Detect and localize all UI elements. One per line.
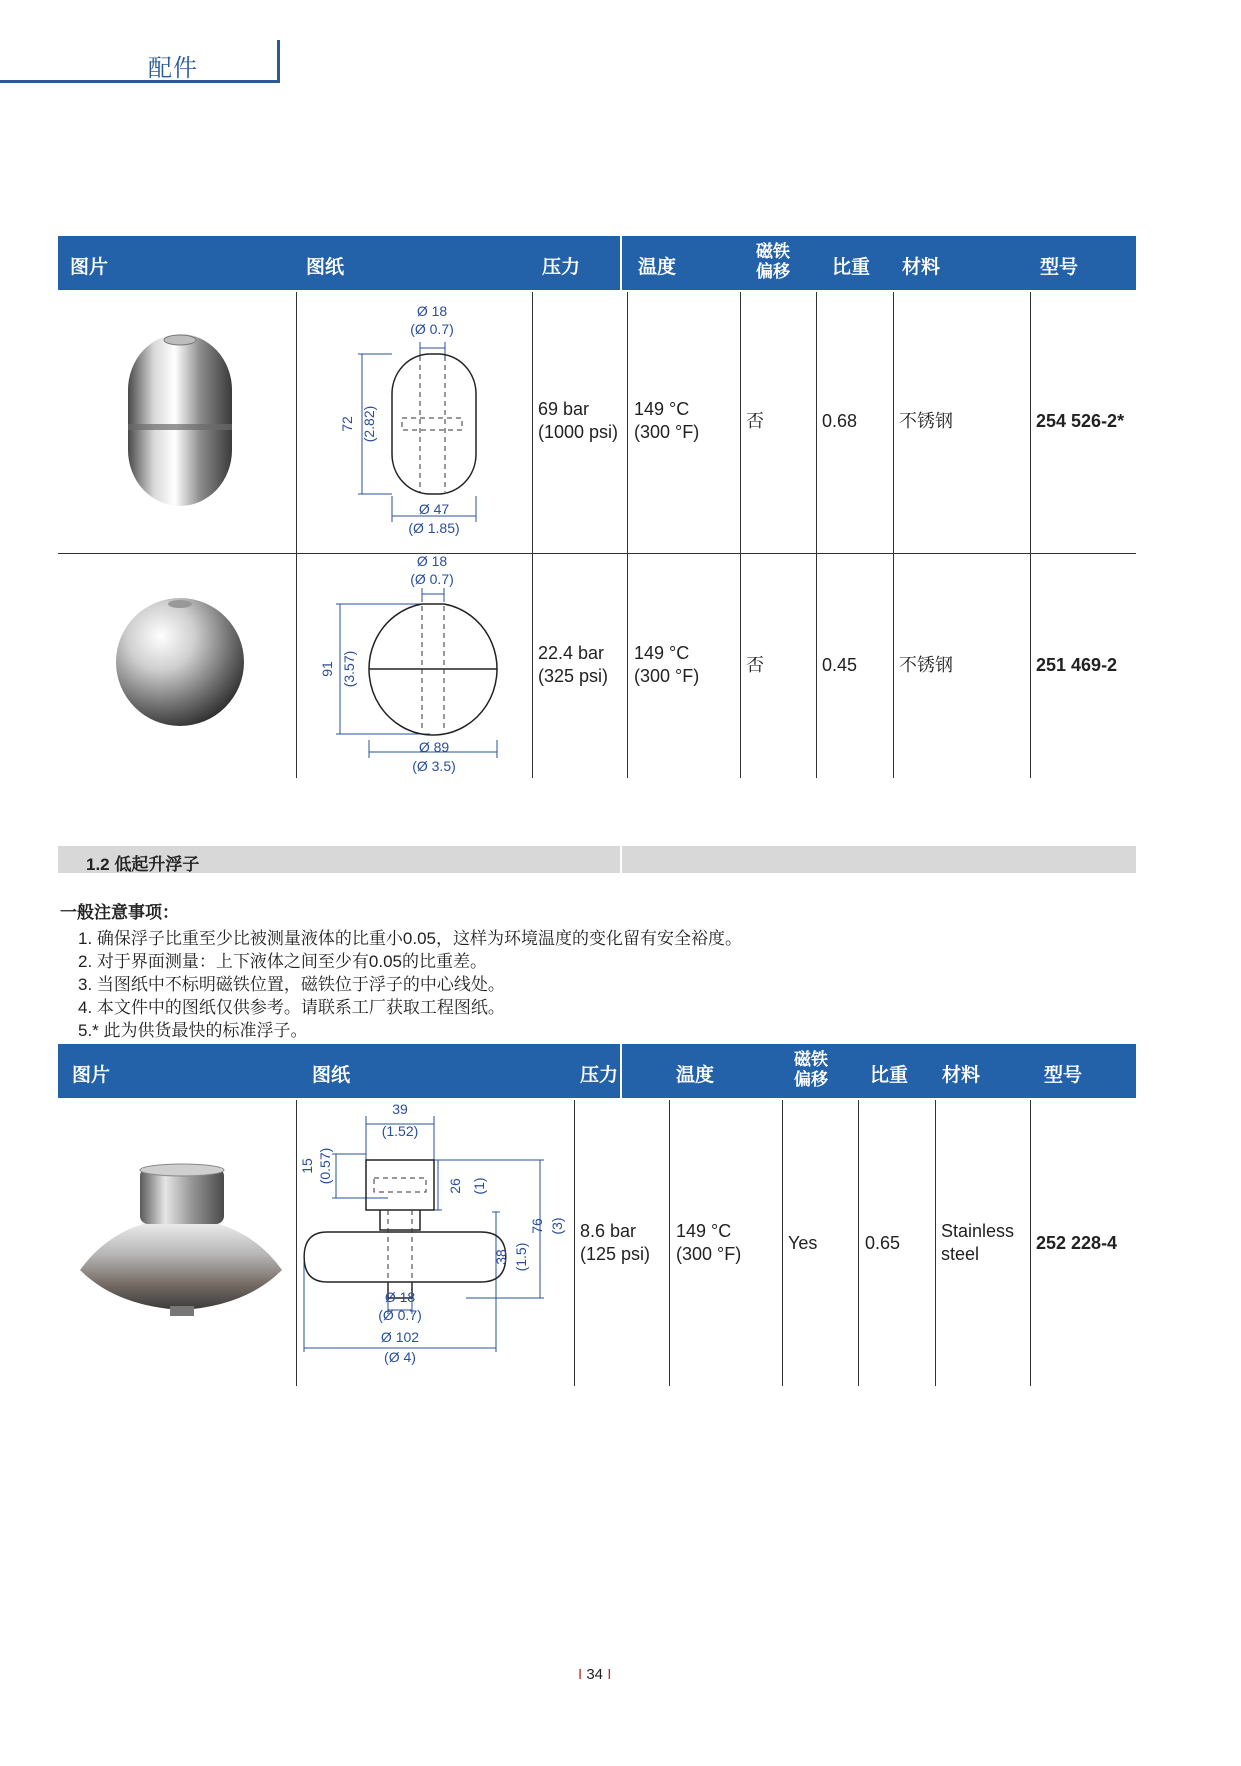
float-photo-capsule bbox=[120, 328, 240, 512]
th-magnet bbox=[748, 242, 798, 282]
row2-temperature bbox=[634, 642, 699, 688]
dim-height: 91 bbox=[319, 661, 335, 677]
dim-height-in: (2.82) bbox=[361, 405, 377, 443]
lowlift-material bbox=[941, 1220, 1014, 1266]
th-divider bbox=[620, 1044, 622, 1098]
dim-total-h: 76 bbox=[529, 1218, 545, 1234]
dim-height-in: (3.57) bbox=[341, 650, 357, 688]
page-number: I 34 I bbox=[578, 1666, 612, 1683]
table2-header bbox=[58, 1044, 1136, 1098]
row1-pressure-bar: 69 bar bbox=[538, 399, 590, 419]
th-picture: 图片 bbox=[72, 1065, 111, 1086]
row1-temp-f: (300 °F) bbox=[634, 422, 700, 442]
lowlift-pressure-psi: (125 psi) bbox=[580, 1244, 651, 1264]
dim-cap-h: 26 bbox=[447, 1178, 463, 1194]
note-item: 2. 对于界面测量：上下液体之间至少有0.05的比重差。 bbox=[78, 952, 487, 971]
lowlift-temperature bbox=[676, 1220, 741, 1266]
lowlift-pressure bbox=[580, 1220, 650, 1266]
row2-pressure-bar: 22.4 bar bbox=[538, 643, 605, 663]
dim-top-w-in: (1.52) bbox=[381, 1123, 419, 1139]
row2-material: 不锈钢 bbox=[899, 655, 953, 675]
th-sg: 比重 bbox=[832, 257, 871, 278]
row2-pressure-psi: (325 psi) bbox=[538, 666, 609, 686]
col-line bbox=[532, 292, 533, 778]
row2-model: 251 469-2 bbox=[1036, 655, 1118, 675]
dim-top-in: (Ø 0.7) bbox=[410, 321, 454, 337]
lowlift-temp-f: (300 °F) bbox=[676, 1244, 742, 1264]
table1-header bbox=[58, 236, 1136, 290]
row1-temp-c: 149 °C bbox=[634, 399, 690, 419]
th-model: 型号 bbox=[1040, 257, 1079, 278]
dim-stem-in: (Ø 0.7) bbox=[378, 1307, 422, 1323]
dim-height: 72 bbox=[339, 416, 355, 432]
dim-neck-h-in: (0.57) bbox=[317, 1147, 333, 1185]
section-divider bbox=[620, 846, 622, 873]
notes-title: 一般注意事项： bbox=[60, 903, 179, 922]
col-line bbox=[893, 292, 894, 778]
dim-cap-h-in: (1) bbox=[471, 1177, 487, 1195]
dim-top-in: (Ø 0.7) bbox=[410, 571, 454, 587]
row2-temp-f: (300 °F) bbox=[634, 666, 700, 686]
section-title: 1.2 低起升浮子 bbox=[86, 855, 200, 874]
row1-model: 254 526-2* bbox=[1036, 411, 1125, 431]
row2-pressure bbox=[538, 642, 608, 688]
row2-sg: 0.45 bbox=[822, 655, 858, 675]
lowlift-model: 252 228-4 bbox=[1036, 1233, 1118, 1253]
col-line bbox=[740, 292, 741, 778]
page-title: 配件 bbox=[148, 55, 198, 82]
float-photo-sphere bbox=[112, 594, 248, 730]
lowlift-magnet: Yes bbox=[788, 1233, 818, 1253]
th-magnet-line2: 偏移 bbox=[756, 262, 790, 281]
row2-temp-c: 149 °C bbox=[634, 643, 690, 663]
header-underline bbox=[0, 80, 280, 83]
row1-magnet: 否 bbox=[746, 411, 764, 431]
col-line bbox=[816, 292, 817, 778]
th-drawing: 图纸 bbox=[306, 257, 345, 278]
header-divider bbox=[277, 40, 280, 83]
th-model: 型号 bbox=[1044, 1065, 1083, 1086]
note-item: 3. 当图纸中不标明磁铁位置，磁铁位于浮子的中心线处。 bbox=[78, 975, 505, 994]
th-temperature: 温度 bbox=[638, 257, 677, 278]
dim-top: Ø 18 bbox=[416, 553, 448, 569]
dim-total-h-in: (3) bbox=[549, 1217, 565, 1235]
note-item: 4. 本文件中的图纸仅供参考。请联系工厂获取工程图纸。 bbox=[78, 998, 505, 1017]
dim-body-h: 38 bbox=[493, 1249, 509, 1265]
dim-bottom: Ø 89 bbox=[418, 739, 450, 755]
row1-pressure bbox=[538, 398, 618, 444]
page-number-value: 34 bbox=[586, 1666, 604, 1683]
th-pressure: 压力 bbox=[542, 257, 581, 278]
row1-temperature bbox=[634, 398, 699, 444]
th-drawing: 图纸 bbox=[312, 1065, 351, 1086]
col-line bbox=[935, 1100, 936, 1386]
col-line bbox=[669, 1100, 670, 1386]
dim-dia-in: (Ø 4) bbox=[384, 1349, 416, 1365]
col-line bbox=[296, 292, 297, 778]
col-line bbox=[1030, 292, 1031, 778]
th-sg: 比重 bbox=[870, 1065, 909, 1086]
th-material: 材料 bbox=[902, 257, 941, 278]
th-pressure: 压力 bbox=[580, 1065, 619, 1086]
col-line bbox=[296, 1100, 297, 1386]
dim-stem: Ø 18 bbox=[384, 1289, 416, 1305]
th-magnet-line2: 偏移 bbox=[794, 1070, 828, 1089]
lowlift-temp-c: 149 °C bbox=[676, 1221, 732, 1241]
dim-neck-h: 15 bbox=[299, 1158, 315, 1174]
th-magnet-line1: 磁铁 bbox=[794, 1050, 828, 1069]
lowlift-material-line2: steel bbox=[941, 1244, 980, 1264]
col-line bbox=[627, 292, 628, 778]
th-divider bbox=[620, 236, 622, 290]
col-line bbox=[1030, 1100, 1031, 1386]
th-material: 材料 bbox=[942, 1065, 981, 1086]
col-line bbox=[574, 1100, 575, 1386]
th-temperature: 温度 bbox=[676, 1065, 715, 1086]
dim-top: Ø 18 bbox=[416, 303, 448, 319]
dim-top-w: 39 bbox=[392, 1101, 408, 1117]
lowlift-material-line1: Stainless bbox=[941, 1221, 1015, 1241]
th-picture: 图片 bbox=[70, 257, 109, 278]
dim-bottom-in: (Ø 3.5) bbox=[412, 758, 456, 774]
th-magnet bbox=[786, 1050, 836, 1090]
row-divider bbox=[58, 553, 1136, 554]
dim-body-h-in: (1.5) bbox=[513, 1242, 529, 1272]
note-item: 5.* 此为供货最快的标准浮子。 bbox=[78, 1021, 308, 1040]
dim-bottom: Ø 47 bbox=[418, 501, 450, 517]
drawing-capsule bbox=[340, 300, 530, 540]
section-bar bbox=[58, 846, 1136, 873]
lowlift-pressure-bar: 8.6 bar bbox=[580, 1221, 637, 1241]
row1-sg: 0.68 bbox=[822, 411, 858, 431]
dim-dia: Ø 102 bbox=[380, 1329, 420, 1345]
lowlift-sg: 0.65 bbox=[865, 1233, 901, 1253]
row2-magnet: 否 bbox=[746, 655, 764, 675]
row1-material: 不锈钢 bbox=[899, 411, 953, 431]
col-line bbox=[782, 1100, 783, 1386]
dim-bottom-in: (Ø 1.85) bbox=[408, 520, 460, 536]
row1-pressure-psi: (1000 psi) bbox=[538, 422, 619, 442]
note-item: 1. 确保浮子比重至少比被测量液体的比重小0.05，这样为环境温度的变化留有安全裕度。 bbox=[78, 929, 742, 948]
float-photo-lowlift bbox=[76, 1160, 286, 1320]
drawing-sphere bbox=[319, 553, 532, 778]
col-line bbox=[858, 1100, 859, 1386]
th-magnet-line1: 磁铁 bbox=[756, 242, 790, 261]
drawing-lowlift bbox=[300, 1102, 572, 1384]
